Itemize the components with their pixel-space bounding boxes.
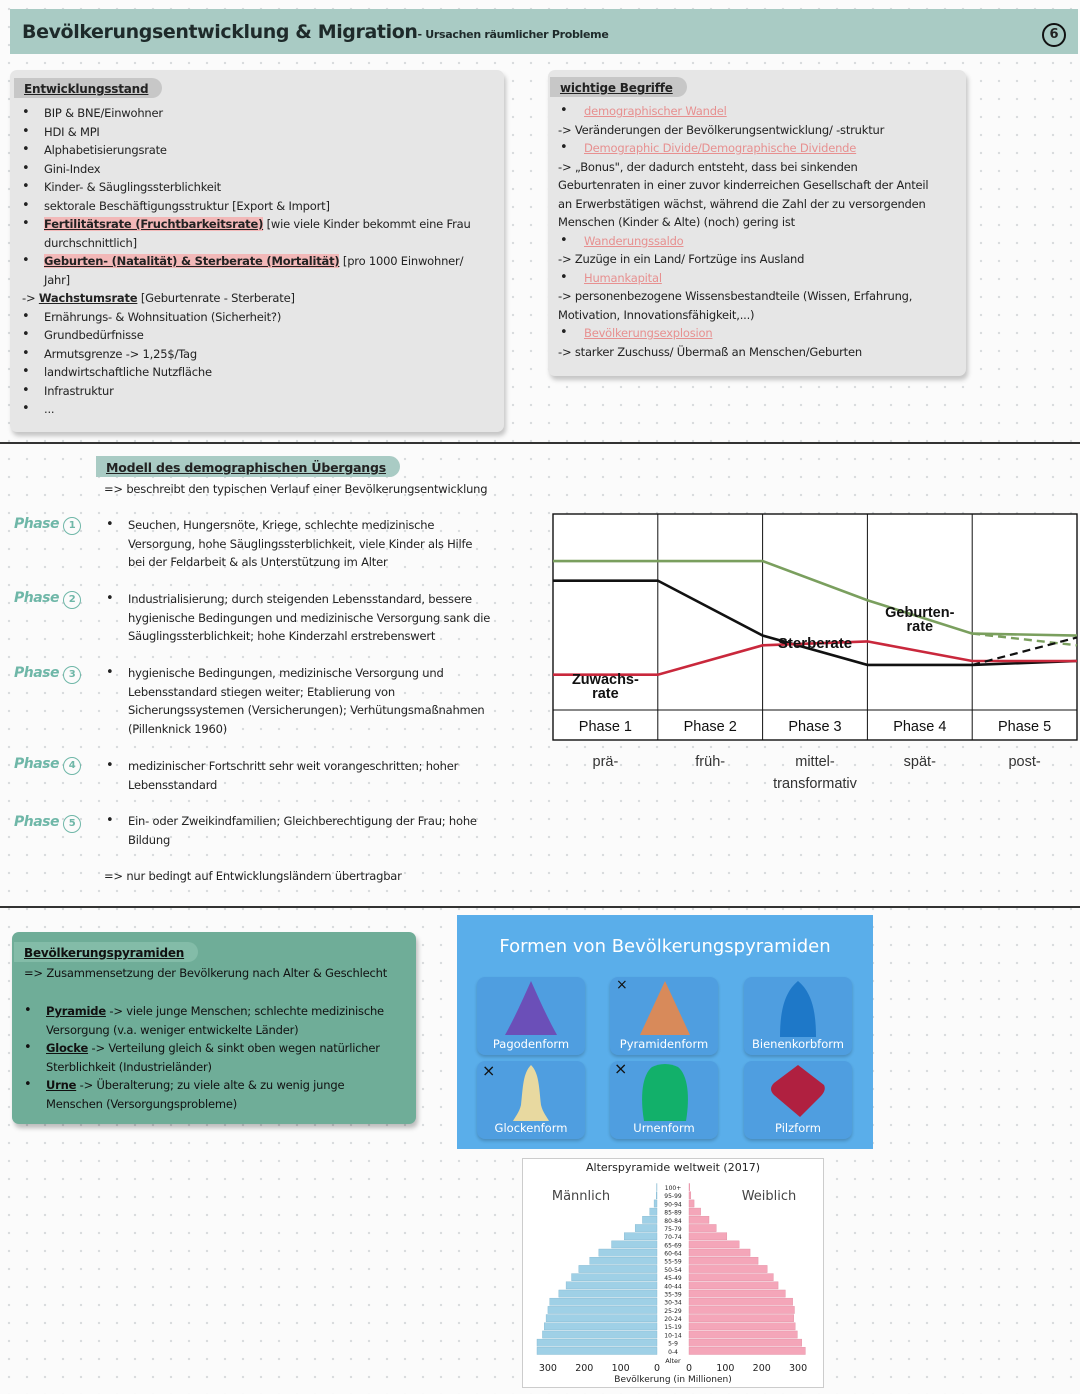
list-item: • Alphabetisierungsrate — [10, 141, 504, 160]
list-item — [548, 232, 966, 251]
phase-3-text: • hygienische Bedingungen, medizinische Versorgung und Lebensstandard stiegen weiter; Etablierung von Sicherungssystemen (Versicherungen); Verhütungsmaßnahmen (Pillenknick 1960) — [104, 664, 508, 738]
wachstumsrate-line: -> Wachstumsrate [Geburtenrate - Sterberate] — [22, 291, 295, 305]
glockenform-shape — [513, 1065, 549, 1121]
age-tick-label: 60-64 — [664, 1250, 682, 1258]
entwicklungsstand-card — [10, 70, 504, 432]
birth-rate-label: Geburten- — [885, 605, 955, 621]
list-item: • HDI & MPI — [10, 123, 504, 142]
definition-line: Menschen (Kinder & Alte) (noch) gering ist — [558, 215, 795, 229]
pyramidenform-shape — [640, 981, 690, 1035]
female-bar — [689, 1290, 785, 1297]
definition-line: -> Zuzüge in ein Land/ Fortzüge ins Ausland — [558, 252, 805, 266]
section-divider — [0, 442, 1080, 444]
male-bar — [635, 1224, 657, 1231]
male-bar — [546, 1315, 657, 1322]
pyramid-title: Alterspyramide weltweit (2017) — [585, 1161, 761, 1174]
age-tick-label: 35-39 — [664, 1291, 682, 1299]
age-pyramid-chart — [522, 1158, 824, 1388]
phase-1-text: • Seuchen, Hungersnöte, Kriege, schlechte medizinische Versorgung, hohe Säuglingssterblichkeit, viele Kinder als Hilfe bei der Feldarbeit & als Unterstützung im Alter — [104, 516, 508, 572]
female-bar — [689, 1224, 716, 1231]
male-bar — [537, 1339, 657, 1346]
female-bar — [689, 1315, 794, 1322]
male-bar — [654, 1200, 657, 1207]
term-glocke: Glocke — [46, 1041, 89, 1055]
pilzform-shape — [771, 1065, 825, 1117]
age-tick-label: 0-4 — [668, 1348, 678, 1356]
list-item: • Glocke -> Verteilung gleich & sinkt oben wegen natürlicher Sterblichkeit (Industrieländer) — [12, 1039, 416, 1076]
age-tick-label: 55-59 — [664, 1258, 682, 1266]
phase-label-1: Phase 1 — [14, 516, 81, 535]
male-label: Männlich — [551, 1189, 611, 1204]
term-demographischer-wandel: demographischer Wandel — [584, 104, 727, 118]
x-tick-label: 100 — [716, 1363, 735, 1374]
list-item: • Fertilitätsrate (Fruchtbarkeitsrate) [wie viele Kinder bekommt eine Frau durchschnittlich] — [10, 215, 504, 252]
term-geburtenrate: Geburten- (Natalität) & Sterberate (Mortalität) — [44, 254, 340, 268]
pyramiden-subtitle: => Zusammensetzung der Bevölkerung nach Alter & Geschlecht — [24, 966, 388, 980]
entwicklungsstand-heading: Entwicklungsstand — [14, 78, 162, 98]
age-tick-label: 15-19 — [664, 1324, 682, 1332]
age-axis-label: Alter — [665, 1357, 681, 1365]
tile-label: Bienenkorbform — [752, 1037, 844, 1051]
phase-tick-label: Phase 3 — [788, 719, 842, 735]
male-bar — [548, 1306, 657, 1313]
x-tick-label: 200 — [752, 1363, 771, 1374]
stage-label: prä- — [592, 754, 619, 770]
list-item: • sektorale Beschäftigungsstruktur [Export & Import] — [10, 197, 504, 216]
age-tick-label: 20-24 — [664, 1316, 682, 1324]
phase-5-text: • Ein- oder Zweikindfamilien; Gleichberechtigung der Frau; hohe Bildung — [104, 812, 508, 849]
begriffe-heading: wichtige Begriffe — [550, 77, 687, 97]
female-bar — [689, 1331, 797, 1338]
definition-line: -> „Bonus", der dadurch entsteht, dass bei sinkenden — [558, 159, 858, 174]
male-bar — [550, 1298, 657, 1305]
growth-rate-label-2: rate — [592, 686, 619, 702]
definition-line: Motivation, Innovationsfähigkeit,...) — [558, 307, 755, 322]
begriffe-card — [548, 70, 966, 376]
female-bar — [689, 1265, 767, 1272]
female-bar — [689, 1306, 794, 1313]
page-number: 6 — [1042, 23, 1066, 47]
list-item: • Grundbedürfnisse — [10, 326, 504, 345]
list-item: • Kinder- & Säuglingssterblichkeit — [10, 178, 504, 197]
age-tick-label: 10-14 — [664, 1332, 682, 1340]
male-bar — [624, 1233, 657, 1240]
definition-line: -> starker Zuschuss/ Übermaß an Menschen/Geburten — [558, 344, 862, 359]
x-tick-label: 0 — [653, 1363, 661, 1374]
pyramiden-card — [12, 932, 416, 1124]
definition-line: -> Veränderungen der Bevölkerungsentwicklung/ -struktur — [558, 122, 885, 137]
list-item: • ... — [10, 400, 504, 419]
death-rate-label: Sterberate — [777, 635, 853, 652]
tile-bienenkorbform — [744, 977, 852, 1055]
age-tick-label: 75-79 — [664, 1225, 682, 1233]
list-item: • Gini-Index — [10, 160, 504, 179]
list-item — [548, 102, 966, 121]
age-tick-label: 65-69 — [664, 1242, 682, 1250]
male-bar — [537, 1347, 657, 1354]
stage-label: früh- — [695, 754, 726, 770]
pagodenform-shape — [505, 981, 557, 1035]
growth-rate-label: Zuwachs- — [571, 672, 639, 688]
male-bar — [572, 1274, 657, 1281]
male-bar — [599, 1249, 657, 1256]
male-bar — [566, 1282, 657, 1289]
x-tick-label: 300 — [789, 1363, 808, 1374]
age-tick-label: 5-9 — [668, 1340, 678, 1348]
phase-label-3: Phase 3 — [14, 665, 81, 684]
tile-label: Pagodenform — [492, 1037, 570, 1051]
age-tick-label: 30-34 — [664, 1299, 682, 1307]
definition-line: an Erwerbstätigen wächst, während die Zahl der zu versorgenden — [558, 196, 926, 211]
pyramiden-heading: Bevölkerungspyramiden — [14, 942, 198, 962]
female-bar — [689, 1298, 793, 1305]
term-wanderungssaldo: Wanderungssaldo — [584, 233, 684, 248]
phase-label-2: Phase 2 — [14, 590, 81, 609]
phase-label-5: Phase 5 — [14, 814, 81, 833]
list-item: • Ernährungs- & Wohnsituation (Sicherheit?) — [10, 308, 504, 327]
demographic-transition-chart — [548, 510, 1080, 810]
x-tick-label: 300 — [538, 1363, 557, 1374]
female-bar — [689, 1241, 739, 1248]
age-tick-label: 80-84 — [664, 1217, 682, 1225]
list-item: • Infrastruktur — [10, 382, 504, 401]
bienenkorbform-shape — [780, 981, 816, 1037]
male-bar — [650, 1208, 657, 1215]
page-header — [10, 9, 1078, 54]
list-item: • Pyramide -> viele junge Menschen; schlechte medizinische Versorgung (v.a. weniger entwickelte Länder) — [12, 1002, 416, 1039]
stage-label: mittel- — [795, 754, 835, 770]
tile-label: Urnenform — [633, 1121, 695, 1135]
female-bar — [689, 1249, 750, 1256]
phase-2-text: • Industrialisierung; durch steigenden Lebensstandard, bessere hygienische Bedingungen und medizinische Versorgung sank die Säuglingssterblichkeit; hohe Kinderzahl erstrebenswert — [104, 590, 508, 646]
phase-tick-label: Phase 4 — [893, 719, 947, 735]
male-bar — [642, 1216, 657, 1223]
female-bar — [689, 1323, 795, 1330]
chart-frame — [553, 514, 1077, 740]
page-title: Bevölkerungsentwicklung & Migration- Ursachen räumlicher Probleme — [22, 21, 609, 43]
age-tick-label: 40-44 — [664, 1283, 682, 1291]
term-fertilitaetsrate: Fertilitätsrate (Fruchtbarkeitsrate) — [44, 217, 264, 231]
list-item: • BIP & BNE/Einwohner — [10, 104, 504, 123]
list-item: • Armutsgrenze -> 1,25$/Tag — [10, 345, 504, 364]
age-tick-label: 90-94 — [664, 1201, 682, 1209]
female-bar — [689, 1339, 802, 1346]
phase-4-text: • medizinischer Fortschritt sehr weit vorangeschritten; hoher Lebensstandard — [104, 757, 508, 794]
term-humankapital: Humankapital — [584, 270, 662, 285]
urnenform-shape — [642, 1064, 688, 1121]
female-label: Weiblich — [741, 1189, 797, 1204]
stage-suffix-label: transformativ — [773, 776, 857, 792]
male-bar — [542, 1331, 657, 1338]
male-bar — [544, 1323, 657, 1330]
list-item: • landwirtschaftliche Nutzfläche — [10, 363, 504, 382]
age-tick-label: 95-99 — [664, 1193, 682, 1201]
x-tick-label: 100 — [611, 1363, 630, 1374]
phase-tick-label: Phase 1 — [578, 719, 633, 735]
female-bar — [689, 1257, 758, 1264]
birth-rate-label-2: rate — [906, 619, 934, 635]
cross-mark-urnenform: × — [614, 1059, 628, 1078]
female-bar — [689, 1347, 805, 1354]
modell-heading: Modell des demographischen Übergangs — [96, 456, 400, 477]
female-bar — [689, 1184, 690, 1191]
term-bevoelkerungsexplosion: Bevölkerungsexplosion — [584, 326, 713, 340]
phase-tick-label: Phase 2 — [683, 719, 737, 735]
phase-label-4: Phase 4 — [14, 756, 81, 775]
male-bar — [559, 1290, 657, 1297]
pyramid-forms-title: Formen von Bevölkerungspyramiden — [499, 936, 831, 957]
list-item — [548, 139, 966, 158]
cross-mark-glockenform: × — [482, 1061, 496, 1080]
male-bar — [656, 1192, 657, 1199]
female-bar — [689, 1274, 773, 1281]
tile-pilzform — [744, 1061, 852, 1139]
page-subtitle: - Ursachen räumlicher Probleme — [417, 28, 609, 41]
section-divider — [0, 906, 1080, 908]
age-tick-label: 25-29 — [664, 1307, 682, 1315]
age-tick-label: 50-54 — [664, 1266, 682, 1274]
tile-label: Pyramidenform — [619, 1037, 709, 1051]
female-bar — [689, 1200, 694, 1207]
x-axis-label: Bevölkerung (in Millionen) — [614, 1375, 732, 1385]
male-bar — [579, 1265, 657, 1272]
female-bar — [689, 1233, 727, 1240]
tile-label: Pilzform — [775, 1121, 821, 1135]
female-bar — [689, 1192, 691, 1199]
female-bar — [689, 1282, 778, 1289]
age-tick-label: 85-89 — [664, 1209, 682, 1217]
list-item — [548, 324, 966, 343]
age-tick-label: 100+ — [664, 1184, 682, 1192]
age-tick-label: 45-49 — [664, 1275, 682, 1283]
stage-label: spät- — [903, 754, 936, 770]
x-tick-label: 200 — [575, 1363, 594, 1374]
modell-footer: => nur bedingt auf Entwicklungsländern übertragbar — [104, 869, 402, 883]
cross-mark-pyramidenform: × — [616, 977, 628, 993]
term-demographic-divide: Demographic Divide/Demographische Dividende — [584, 141, 857, 155]
term-pyramide: Pyramide — [46, 1004, 106, 1018]
definition-line: Geburtenraten in einer zuvor kinderreichen Gesellschaft der Anteil — [558, 178, 929, 192]
definition-line: -> personenbezogene Wissensbestandteile (Wissen, Erfahrung, — [558, 289, 913, 303]
modell-subtitle: => beschreibt den typischen Verlauf einer Bevölkerungsentwicklung — [104, 482, 488, 496]
female-bar — [689, 1208, 701, 1215]
list-item: • Geburten- (Natalität) & Sterberate (Mortalität) [pro 1000 Einwohner/ Jahr] — [10, 252, 504, 289]
list-item — [548, 269, 966, 288]
phase-tick-label: Phase 5 — [997, 719, 1052, 735]
age-tick-label: 70-74 — [664, 1234, 682, 1242]
pyramid-forms-panel — [457, 915, 873, 1149]
term-urne: Urne — [46, 1078, 77, 1092]
x-tick-label: 0 — [685, 1363, 693, 1374]
term-wachstumsrate: Wachstumsrate — [38, 291, 138, 305]
tile-pagodenform — [477, 977, 585, 1055]
female-bar — [689, 1216, 709, 1223]
list-item: • Urne -> Überalterung; zu viele alte & zu wenig junge Menschen (Versorgungsprobleme) — [12, 1076, 416, 1113]
tile-label: Glockenform — [494, 1121, 568, 1135]
stage-label: post- — [1008, 754, 1041, 770]
male-bar — [590, 1257, 657, 1264]
male-bar — [612, 1241, 657, 1248]
